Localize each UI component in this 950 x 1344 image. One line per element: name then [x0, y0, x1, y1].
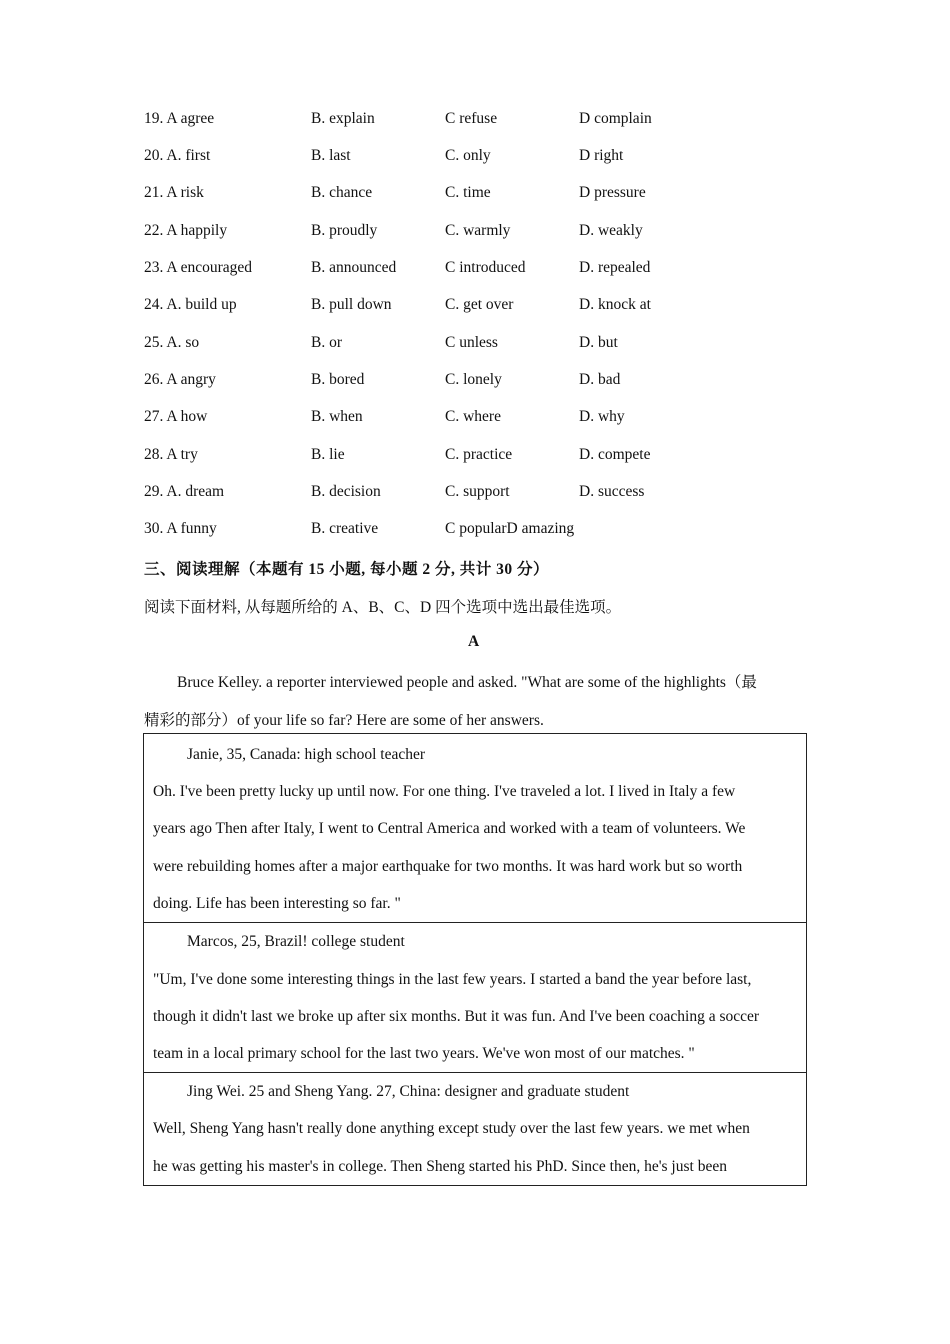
option-c: C introduced	[445, 259, 526, 276]
question-row	[144, 296, 844, 316]
entry-line: though it didn't last we broke up after six months. But it was fun. And I've been coaching a soccer	[153, 1008, 760, 1025]
option-b: B. lie	[311, 446, 345, 463]
option-b: B. chance	[311, 184, 373, 201]
entry-line: team in a local primary school for the last two years. We've won most of our matches. "	[153, 1045, 695, 1062]
option-b: B. decision	[311, 483, 381, 500]
option-a: 26. A angry	[144, 371, 216, 388]
option-a: 27. A how	[144, 408, 208, 425]
option-a: 30. A funny	[144, 520, 217, 537]
entry-line: he was getting his master's in college. Then Sheng started his PhD. Since then, he's just been	[153, 1158, 727, 1175]
option-c: C. only	[445, 147, 491, 164]
entry-heading: Jing Wei. 25 and Sheng Yang. 27, China: designer and graduate student	[187, 1083, 630, 1100]
question-row	[144, 446, 844, 466]
option-c: C. time	[445, 184, 491, 201]
option-c: C. lonely	[445, 371, 502, 388]
question-row	[144, 259, 844, 279]
option-b: B. proudly	[311, 222, 378, 239]
entry-line: Oh. I've been pretty lucky up until now. For one thing. I've traveled a lot. I lived in Italy a few	[153, 783, 736, 800]
section-title: 三、阅读理解（本题有 15 小题, 每小题 2 分, 共计 30 分）	[144, 561, 550, 578]
option-b: B. creative	[311, 520, 379, 537]
option-a: 25. A. so	[144, 334, 200, 351]
option-c: C. warmly	[445, 222, 511, 239]
entry-line: Well, Sheng Yang hasn't really done anything except study over the last few years. we met when	[153, 1120, 750, 1137]
question-row	[144, 483, 844, 503]
option-d: D. repealed	[579, 259, 651, 276]
intro-line: 精彩的部分）of your life so far? Here are some of her answers.	[144, 712, 544, 729]
section-instruction: 阅读下面材料, 从每题所给的 A、B、C、D 四个选项中选出最佳选项。	[144, 599, 622, 616]
option-d: D. success	[579, 483, 645, 500]
question-row	[144, 520, 844, 540]
option-b: B. last	[311, 147, 351, 164]
question-row	[144, 408, 844, 428]
option-d: D. compete	[579, 446, 651, 463]
option-c: C popularD amazing	[445, 520, 575, 537]
option-c: C. where	[445, 408, 501, 425]
option-c: C. practice	[445, 446, 513, 463]
entry-jing-sheng	[143, 1073, 807, 1186]
entry-line: "Um, I've done some interesting things in the last few years. I started a band the year before last,	[153, 971, 752, 988]
option-a: 28. A try	[144, 446, 198, 463]
option-d: D pressure	[579, 184, 646, 201]
entry-line: years ago Then after Italy, I went to Central America and worked with a team of volunteers. We	[153, 820, 746, 837]
option-b: B. pull down	[311, 296, 392, 313]
option-c: C unless	[445, 334, 498, 351]
entry-janie	[143, 733, 807, 923]
option-c: C refuse	[445, 110, 498, 127]
option-c: C. support	[445, 483, 510, 500]
option-d: D. weakly	[579, 222, 643, 239]
option-a: 23. A encouraged	[144, 259, 253, 276]
question-row	[144, 147, 844, 167]
question-row	[144, 334, 844, 354]
option-a: 20. A. first	[144, 147, 211, 164]
option-a: 21. A risk	[144, 184, 204, 201]
question-row	[144, 371, 844, 391]
option-b: B. when	[311, 408, 363, 425]
option-b: B. announced	[311, 259, 397, 276]
option-d: D. but	[579, 334, 618, 351]
question-row	[144, 184, 844, 204]
option-d: D right	[579, 147, 624, 164]
option-b: B. or	[311, 334, 342, 351]
entry-marcos	[143, 922, 807, 1073]
option-c: C. get over	[445, 296, 514, 313]
entry-line: were rebuilding homes after a major earthquake for two months. It was hard work but so worth	[153, 858, 743, 875]
option-a: 22. A happily	[144, 222, 228, 239]
option-d: D complain	[579, 110, 652, 127]
option-d: D. knock at	[579, 296, 651, 313]
option-b: B. explain	[311, 110, 375, 127]
option-b: B. bored	[311, 371, 365, 388]
option-d: D. bad	[579, 371, 621, 388]
entry-heading: Marcos, 25, Brazil! college student	[187, 933, 405, 950]
entry-line: doing. Life has been interesting so far. "	[153, 895, 401, 912]
option-a: 24. A. build up	[144, 296, 237, 313]
passage-label: A	[468, 633, 480, 650]
option-a: 19. A agree	[144, 110, 215, 127]
question-row	[144, 110, 844, 130]
option-d: D. why	[579, 408, 625, 425]
entry-heading: Janie, 35, Canada: high school teacher	[187, 746, 426, 763]
intro-line: Bruce Kelley. a reporter interviewed people and asked. "What are some of the highlights（最	[177, 674, 757, 691]
question-row	[144, 222, 844, 242]
option-a: 29. A. dream	[144, 483, 225, 500]
